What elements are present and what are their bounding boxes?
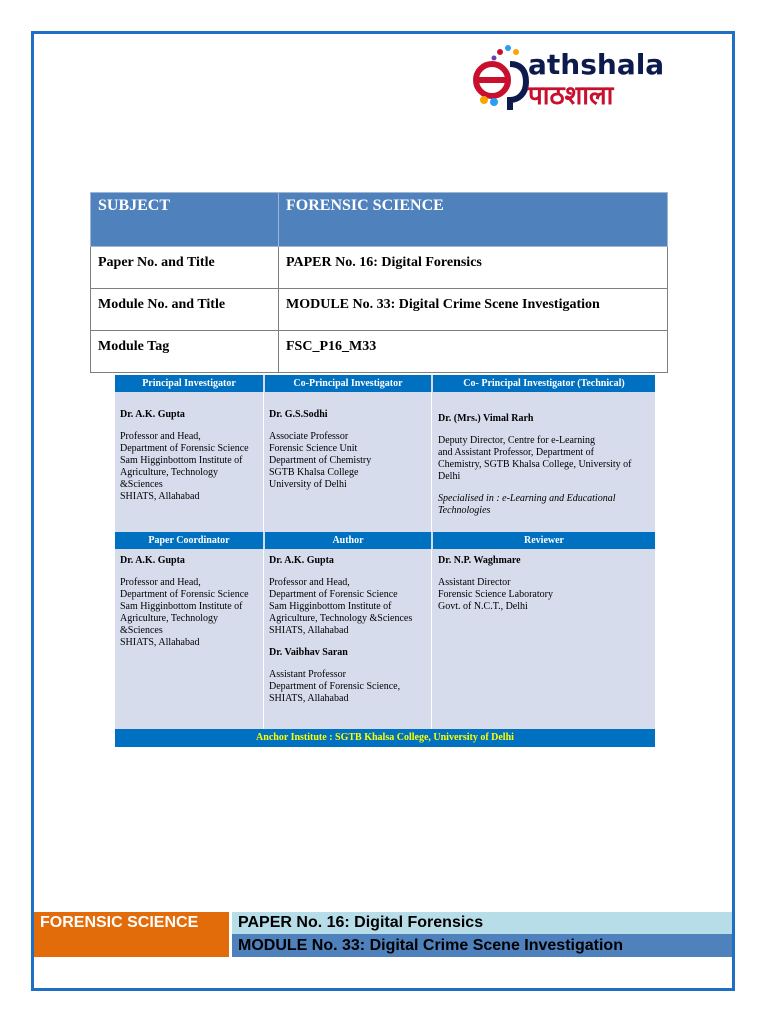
footer-paper: PAPER No. 16: Digital Forensics	[232, 912, 732, 934]
reviewer-line: Assistant Director	[438, 577, 511, 588]
copi-tech-line: Chemistry, SGTB Khalsa College, University of	[438, 459, 632, 470]
coordinator-line: Department of Forensic Science	[120, 589, 249, 600]
subject-info-table	[90, 192, 668, 373]
table-row	[91, 289, 668, 331]
table-row	[91, 331, 668, 373]
table-row	[91, 247, 668, 289]
logo-text-english: athshala	[528, 48, 665, 81]
copi-tech-cell	[438, 413, 652, 517]
pi-line: SHIATS, Allahabad	[120, 491, 200, 502]
copi-line: Associate Professor	[269, 431, 349, 442]
anchor-institute-bar: Anchor Institute : SGTB Khalsa College, University of Delhi	[115, 729, 655, 747]
pi-name: Dr. A.K. Gupta	[120, 409, 185, 420]
column-divider	[431, 392, 432, 532]
subject-value: FORENSIC SCIENCE	[279, 193, 668, 247]
column-divider	[263, 392, 264, 532]
author-line: Department of Forensic Science	[269, 589, 398, 600]
epathshala-logo	[470, 42, 710, 112]
paper-label: Paper No. and Title	[91, 247, 279, 289]
module-label: Module No. and Title	[91, 289, 279, 331]
column-divider	[263, 549, 264, 729]
subject-header-row	[91, 193, 668, 247]
coordinator-line: SHIATS, Allahabad	[120, 637, 200, 648]
copi-tech-line: Delhi	[438, 471, 461, 482]
copi-tech-specialisation: Specialised in : e-Learning and Educational Technologies	[438, 493, 616, 516]
pi-cell	[120, 409, 262, 503]
coordinator-line: Professor and Head,	[120, 577, 201, 588]
copi-name: Dr. G.S.Sodhi	[269, 409, 328, 420]
coordinator-line: Sam Higginbottom Institute of	[120, 601, 243, 612]
co-author-line: Department of Forensic Science,	[269, 681, 401, 692]
author-line: SHIATS, Allahabad	[269, 625, 349, 636]
coordinator-cell	[120, 555, 262, 649]
credits-table	[115, 375, 655, 747]
pi-line: Agriculture, Technology	[120, 467, 218, 478]
copi-line: University of Delhi	[269, 479, 347, 490]
copi-header: Co-Principal Investigator	[265, 375, 431, 392]
reviewer-name: Dr. N.P. Waghmare	[438, 555, 521, 566]
co-author-name: Dr. Vaibhav Saran	[269, 647, 348, 658]
copi-tech-name: Dr. (Mrs.) Vimal Rarh	[438, 413, 534, 424]
co-author-line: Assistant Professor	[269, 669, 346, 680]
copi-tech-header: Co- Principal Investigator (Technical)	[433, 375, 655, 392]
coordinator-name: Dr. A.K. Gupta	[120, 555, 185, 566]
pi-line: &Sciences	[120, 479, 163, 490]
pi-line: Sam Higginbottom Institute of	[120, 455, 243, 466]
footer-module: MODULE No. 33: Digital Crime Scene Investigation	[232, 934, 732, 957]
co-author-line: SHIATS, Allahabad	[269, 693, 349, 704]
subject-label: SUBJECT	[91, 193, 279, 247]
logo-text-hindi: पाठशाला	[528, 81, 614, 111]
author-cell	[269, 555, 429, 705]
author-header: Author	[265, 532, 431, 549]
reviewer-line: Govt. of N.C.T., Delhi	[438, 601, 528, 612]
pi-header: Principal Investigator	[115, 375, 263, 392]
pi-line: Department of Forensic Science	[120, 443, 249, 454]
author-line: Agriculture, Technology &Sciences	[269, 613, 413, 624]
copi-tech-line: and Assistant Professor, Department of	[438, 447, 594, 458]
footer-subject: FORENSIC SCIENCE	[34, 912, 229, 957]
pi-line: Professor and Head,	[120, 431, 201, 442]
author-name: Dr. A.K. Gupta	[269, 555, 334, 566]
module-tag-label: Module Tag	[91, 331, 279, 373]
coordinator-line: &Sciences	[120, 625, 163, 636]
copi-tech-line: Deputy Director, Centre for e-Learning	[438, 435, 596, 446]
paper-value: PAPER No. 16: Digital Forensics	[279, 247, 668, 289]
reviewer-header: Reviewer	[433, 532, 655, 549]
module-value: MODULE No. 33: Digital Crime Scene Investigation	[279, 289, 668, 331]
column-divider	[431, 549, 432, 729]
copi-cell	[269, 409, 429, 491]
copi-line: Forensic Science Unit	[269, 443, 358, 454]
copi-line: SGTB Khalsa College	[269, 467, 359, 478]
reviewer-line: Forensic Science Laboratory	[438, 589, 553, 600]
coordinator-header: Paper Coordinator	[115, 532, 263, 549]
reviewer-cell	[438, 555, 652, 613]
epathshala-emblem-icon	[470, 42, 530, 112]
author-line: Professor and Head,	[269, 577, 350, 588]
copi-line: Department of Chemistry	[269, 455, 372, 466]
module-tag-value: FSC_P16_M33	[279, 331, 668, 373]
author-line: Sam Higginbottom Institute of	[269, 601, 392, 612]
coordinator-line: Agriculture, Technology	[120, 613, 218, 624]
